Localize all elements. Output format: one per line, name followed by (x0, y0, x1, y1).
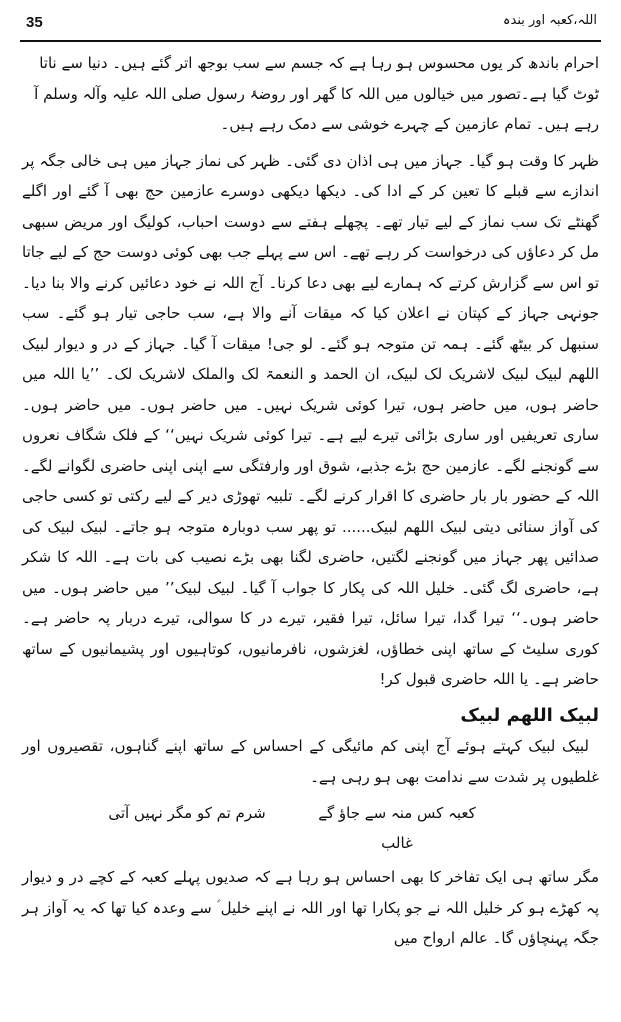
verse-couplet (102, 798, 482, 858)
verse-line-2: شرم تم کو مگر نہیں آتی (108, 804, 266, 822)
verse-line-1: کعبہ کس منہ سے جاؤ گے غالب (318, 804, 476, 852)
section-heading: لبیک اللھم لبیک (460, 704, 599, 726)
running-title: اللہ،کعبہ اور بندہ (502, 13, 597, 28)
page-body (22, 48, 599, 954)
paragraph-3: لبیک لبیک کہتے ہوئے آج اپنی کم مائیگی کے احساس کے ساتھ اپنے گناہوں، تقصیروں اور غلطیوں پر شدت سے ندامت بھی ہو رہی ہے۔ (22, 737, 599, 786)
page-number: 35 (26, 14, 43, 31)
paragraph-2: ظہر کا وقت ہو گیا۔ جہاز میں ہی اذان دی گئی۔ ظہر کی نماز جہاز میں ہی خالی جگہ پر اندازے سے قبلے کا تعین کر کے ادا کی۔ دیکھا دیکھی دوسرے عازمین حج بھی آ گئے اور اگلے گھنٹے تک سب نماز کے لیے تیار تھے۔ پچھلے ہفتے سے دوست احباب، کولیگ اور مریض سبھی مل کر دعاؤں کی درخواست کر رہے تھے۔ اس سے پہلے جب بھی کوئی دوست حج کے لیے جاتا تو اس سے گزارش کرتے کہ ہمارے لیے بھی دعا کرنا۔ آج اللہ نے خود دعائیں کرنے والا بنا دیا۔ جونہی جہاز کے کپتان نے اعلان کیا کہ میقات آنے والا ہے، سب حاجی تیار ہو گئے۔ سب سنبھل کر بیٹھ گئے۔ ہمہ تن متوجہ ہو گئے۔ لو جی! میقات آ گیا۔ جہاز کے در و دیوار لبیک اللھم لبیک لبیک لاشریک لک لبیک، ان الحمد و النعمۃ لک والملک لاشریک لک۔ ’’یا اللہ میں حاضر ہوں، میں حاضر ہوں، تیرا کوئی شریک نہیں۔ میں حاضر ہوں۔ میں حاضر ہوں۔ ساری تعریفیں اور ساری بڑائی تیرے لیے ہے۔ تیرا کوئی شریک نہیں‘‘ کے فلک شگاف نعروں سے گونجنے لگے۔ عازمین حج بڑے جذبے، شوق اور وارفتگی سے اپنی اپنی حاضری لگوانے لگے۔ اللہ کے حضور بار بار حاضری کا اقرار کرنے لگے۔ تلبیہ تھوڑی دیر کے لیے رکتی تو کسی حاجی کی آواز سنائی دیتی لبیک اللھم لبیک...... تو پھر سب دوبارہ متوجہ ہو جاتے۔ لبیک لبیک کی صدائیں پھر جہاز میں گونجنے لگتیں، حاضری لگنا بھی بڑے نصیب کی بات ہے۔ اللہ کا شکر ہے، حاضری لگ گئی۔ خلیل اللہ کی پکار کا جواب آ گیا۔ لبیک لبیک’’ میں حاضر ہوں۔ میں حاضر ہوں۔‘‘ تیرا گدا، تیرا سائل، تیرا فقیر، تیرے در کا سوالی، تیرے دربار پہ حاضر ہے۔ کوری سلیٹ کے ساتھ اپنی خطاؤں، لغزشوں، نافرمانیوں، کوتاہیوں اور پشیمانیوں کے ساتھ حاضر ہے۔ یا اللہ حاضری قبول کر! (22, 151, 599, 688)
header-rule (20, 40, 601, 42)
paragraph-1: احرام باندھ کر یوں محسوس ہو رہا ہے کہ جسم سے سب بوجھ اتر گئے ہیں۔ دنیا سے ناتا ٹوٹ گیا ہے۔تصور میں خیالوں میں اللہ کا گھر اور روضۂ رسول صلی اللہ علیہ وآلہ وسلم آ رہے ہیں۔ تمام عازمین کے چہرے خوشی سے دمک رہے ہیں۔ (34, 54, 599, 133)
paragraph-4: مگر ساتھ ہی ایک تفاخر کا بھی احساس ہو رہا ہے کہ صدیوں پہلے کعبہ کے کچے در و دیوار پہ کھڑے ہو کر خلیل اللہ نے جو پکارا تھا اور اللہ نے اپنے خلیل ؑ سے وعدہ کیا تھا کہ یہ آواز ہر جگہ پہنچاؤں گا۔ عالم ارواح میں (22, 868, 599, 947)
page-header (20, 10, 601, 36)
